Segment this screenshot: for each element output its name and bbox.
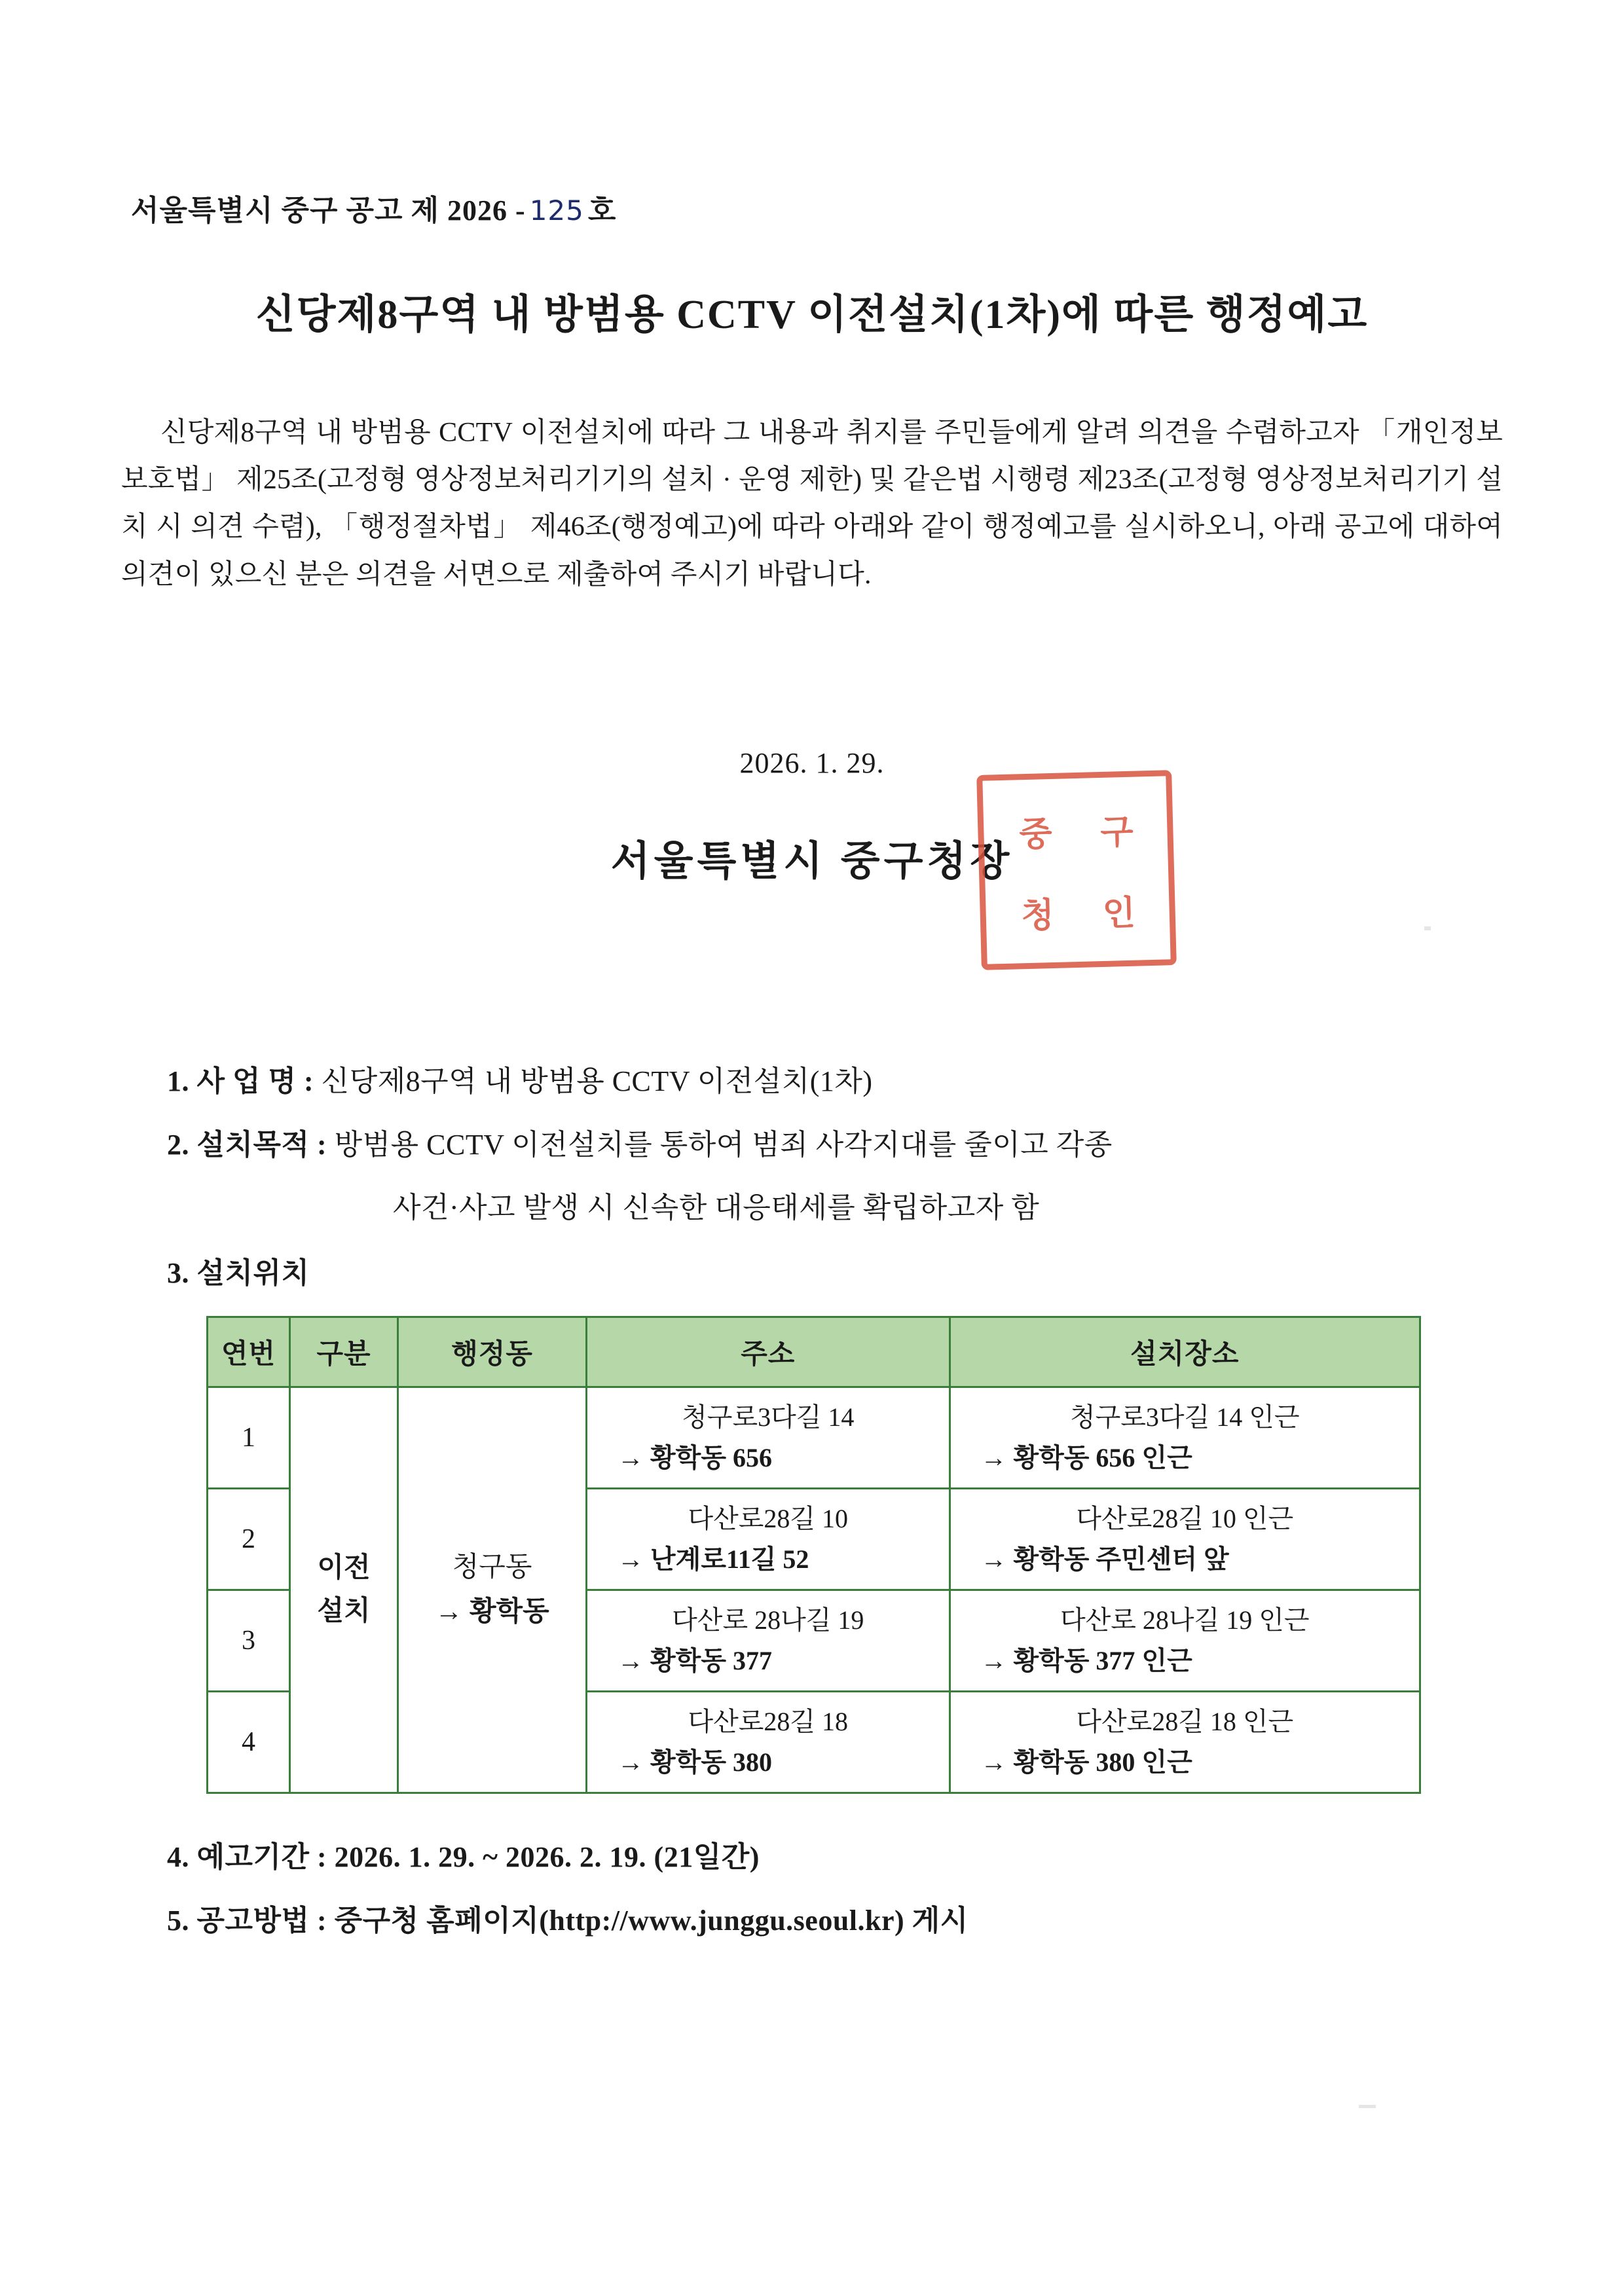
row-type: [290, 1387, 398, 1793]
row-place-after: [959, 1642, 1411, 1680]
arrow-icon: →: [980, 1443, 1007, 1472]
row-address-after-text: 황학동 656: [650, 1443, 772, 1472]
item-purpose-label: 2. 설치목적 :: [167, 1129, 327, 1161]
seal-glyph: 중: [1018, 814, 1052, 854]
row-dong: [398, 1387, 587, 1793]
item-notice-period-label: 4. 예고기간 :: [167, 1841, 327, 1873]
row-place-after-text: 황학동 주민센터 앞: [1013, 1544, 1229, 1574]
row-place: [950, 1489, 1420, 1590]
table-header-no: 연번: [208, 1317, 290, 1387]
item-notice-period-value: 2026. 1. 29. ~ 2026. 2. 19. (21일간): [334, 1841, 760, 1873]
arrow-icon: →: [618, 1747, 644, 1777]
document-number-suffix: 호: [587, 194, 617, 227]
row-address-before: 다산로28길 10: [688, 1504, 849, 1533]
row-address-after: [595, 1743, 940, 1781]
row-no: 1: [208, 1387, 290, 1489]
row-place-after-text: 황학동 377 인근: [1013, 1646, 1192, 1675]
item-announcement-method: [167, 1897, 969, 1939]
page-title: 신당제8구역 내 방범용 CCTV 이전설치(1차)에 따른 행정예고: [255, 293, 1369, 337]
row-place-before: 다산로28길 10 인근: [1076, 1504, 1294, 1533]
issue-date: 2026. 1. 29.: [739, 747, 885, 779]
row-address-before: 청구로3다길 14: [682, 1402, 855, 1432]
scan-artifact: [1359, 2105, 1376, 2108]
row-address-before: 다산로28길 18: [688, 1707, 849, 1736]
table-header-row: [208, 1317, 1420, 1387]
row-no: 2: [208, 1489, 290, 1590]
row-address-after-text: 황학동 380: [650, 1747, 772, 1777]
row-address: [587, 1489, 950, 1590]
row-place-before: 다산로 28나길 19 인근: [1060, 1605, 1310, 1635]
body-paragraph: 신당제8구역 내 방범용 CCTV 이전설치에 따라 그 내용과 취지를 주민들에게 알려 의견을 수렴하고자 「개인정보 보호법」 제25조(고정형 영상정보처리기기의 설치 · 운영 제한) 및 같은법 시행령 제23조(고정형 영상정보처리기기 설치 시 의견 수렴), 「행정절차법」 제46조(행정예고)에 따라 아래와 같이 행정예고를 실시하오니, 아래 공고에 대하여 의견이 있으신 분은 의견을 서면으로 제출하여 주시기 바랍니다.: [121, 418, 1503, 590]
arrow-icon: →: [618, 1646, 644, 1675]
table-header-type: 구분: [290, 1317, 398, 1387]
table-header-dong: 행정동: [398, 1317, 587, 1387]
row-address-after: [595, 1439, 940, 1477]
item-notice-period: [167, 1833, 760, 1875]
row-dong-before: 청구동: [452, 1552, 532, 1583]
row-type-line1: 이전: [317, 1553, 371, 1584]
arrow-icon: →: [980, 1646, 1007, 1675]
row-type-line2: 설치: [317, 1595, 371, 1626]
seal-glyph: 인: [1101, 893, 1135, 934]
item-business-name: [167, 1057, 873, 1099]
row-address-before: 다산로 28나길 19: [672, 1605, 864, 1635]
document-number-prefix: 서울특별시 중구 공고 제 2026 -: [131, 194, 526, 227]
row-address-after: [595, 1642, 940, 1680]
document-number: [131, 187, 616, 228]
arrow-icon: →: [980, 1544, 1007, 1574]
row-place: [950, 1387, 1420, 1489]
row-address-after-text: 황학동 377: [650, 1646, 772, 1675]
row-place: [950, 1692, 1420, 1793]
item-purpose: [167, 1121, 1113, 1163]
row-place-after-text: 황학동 656 인근: [1013, 1443, 1192, 1472]
issuer-name: 서울특별시 중구청장: [610, 839, 1014, 884]
row-no: 4: [208, 1692, 290, 1793]
item-business-name-value: 신당제8구역 내 방범용 CCTV 이전설치(1차): [321, 1065, 873, 1097]
installation-location-table: [206, 1316, 1421, 1794]
row-address-after: [595, 1540, 940, 1578]
row-address: [587, 1590, 950, 1692]
row-dong-after: → 황학동: [435, 1596, 549, 1627]
row-place-before: 청구로3다길 14 인근: [1070, 1402, 1300, 1432]
table-header-place: 설치장소: [950, 1317, 1420, 1387]
row-address-after-text: 난계로11길 52: [650, 1544, 809, 1574]
row-address: [587, 1387, 950, 1489]
item-purpose-value-continued: 사건·사고 발생 시 신속한 대응태세를 확립하고자 함: [393, 1192, 1040, 1224]
arrow-icon: →: [618, 1544, 644, 1574]
document-number-handwritten: 125: [529, 194, 584, 227]
row-no: 3: [208, 1590, 290, 1692]
scan-artifact: [1424, 926, 1431, 930]
row-place-before: 다산로28길 18 인근: [1076, 1707, 1294, 1736]
seal-glyph: 청: [1020, 895, 1054, 936]
seal-glyph: 구: [1099, 812, 1133, 852]
row-place-after: [959, 1540, 1411, 1578]
table-row: [208, 1387, 1420, 1489]
arrow-icon: →: [618, 1443, 644, 1472]
row-address: [587, 1692, 950, 1793]
table-header-address: 주소: [587, 1317, 950, 1387]
arrow-icon: →: [980, 1747, 1007, 1777]
row-place-after: [959, 1439, 1411, 1477]
item-announcement-method-label: 5. 공고방법 :: [167, 1904, 327, 1937]
item-business-name-label: 1. 사 업 명 :: [167, 1065, 314, 1097]
item-purpose-value: 방범용 CCTV 이전설치를 통하여 범죄 사각지대를 줄이고 각종: [334, 1129, 1113, 1161]
row-place: [950, 1590, 1420, 1692]
item-location-label: 3. 설치위치: [167, 1257, 310, 1289]
item-announcement-method-value: 중구청 홈페이지(http://www.junggu.seoul.kr) 게시: [334, 1904, 969, 1937]
official-seal-icon: [976, 770, 1177, 970]
row-place-after-text: 황학동 380 인근: [1013, 1747, 1192, 1777]
row-place-after: [959, 1743, 1411, 1781]
